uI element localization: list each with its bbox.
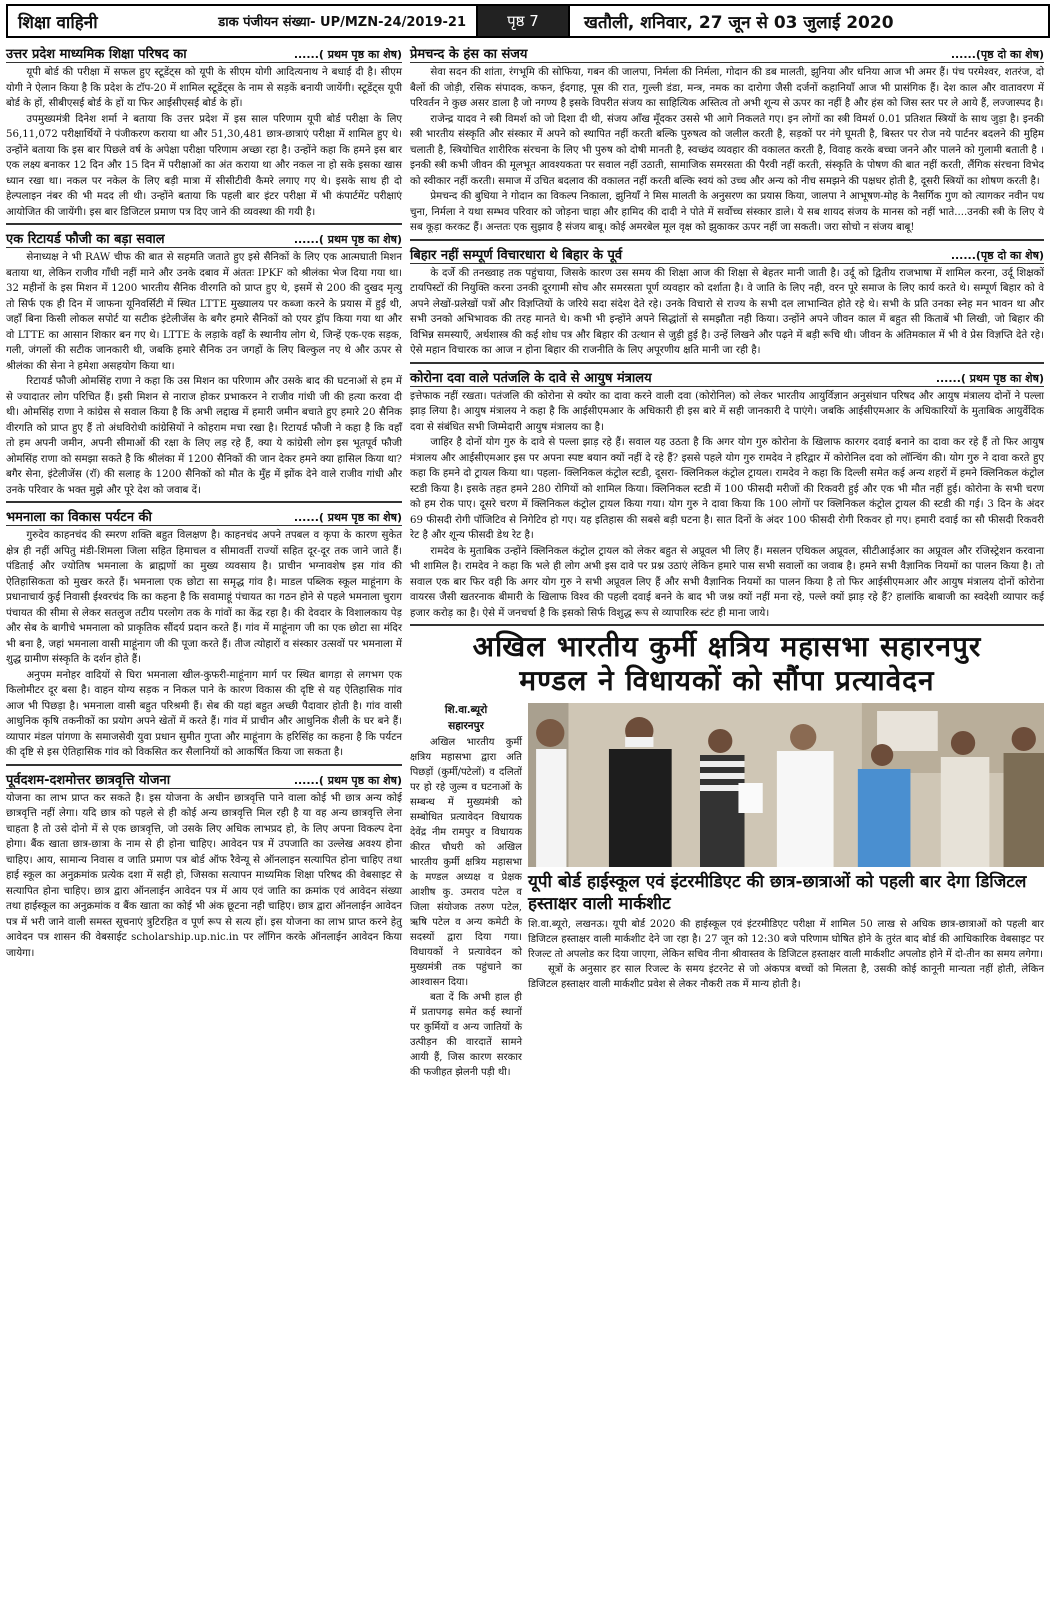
article-upboard <box>6 44 402 225</box>
continued-label: ......( प्रथम पृष्ठ का शेष) <box>293 233 402 246</box>
article-paragraph: सेवा सदन की शांता, रंगभूमि की सोफिया, गबन की जालपा, निर्मला की निर्मला, गोदान की डब मालती, झुनिया और धनिया आज भी अमर हैं। पंच परमेश्वर, शतरंज, दो बैलों की जोड़ी, रसिक संपादक, कफन, ईदगाह, पूस की रात, गुल्ली डंडा, मन्त्र, नमक का दारोगा जैसी दर्जनों कहानियाँ आज भी प्रासंगिक हैं। देश काल और वातावरण में परिवर्तन ने कुछ असर डाला है जो नगण्य है इसके विपरीत संजय का साहित्यिक अस्तित्व तो अभी शून्य से ऊपर का नहीं है और हंस को जिस स्तर पर ले आये हैं, लज्जास्पद है। <box>410 67 1044 109</box>
article-paragraph: उपमुख्यमंत्री दिनेश शर्मा ने बताया कि उत्तर प्रदेश में इस साल परिणाम यूपी बोर्ड परीक्षा के लिए 56,11,072 परीक्षार्थियों ने पंजीकरण कराया था और 51,30,481 छात्र-छात्राएं परीक्षा में शामिल हुए थे। उन्होंने बताया कि इस बार पिछले वर्ष के अपेक्षा परीक्षा परिणाम अच्छा रहा है। उन्होंने कहा कि हमने इस बार एक लक्ष्य बनाकर 12 दिन और 15 दिन में परीक्षाओं का अंत कराया था और नकल ना हो सके इसका खास ध्यान रखा था। नकल पर नकेल के लिए बड़ी मात्रा में सीसीटीवी कैमरे लगाए गए थे। इसके साथ ही दो हेल्पलाइन नंबर की भी मदद ली थी। उन्होंने बताया कि पहली बार इंटर परीक्षा में भी कंपार्टमेंट परीक्षाएं आयोजित की जायेंगी। इस बार डिजिटल प्रमाण पत्र दिए जाने की व्यवस्था की गयी है। <box>6 113 402 218</box>
masthead <box>6 4 1050 38</box>
page-number: पृष्ठ 7 <box>478 6 568 36</box>
article-kurmi <box>410 703 522 1080</box>
postal-registration: डाक पंजीयन संख्या- UP/MZN-24/2019-21 <box>218 15 466 30</box>
article-paragraph: अखिल भारतीय कुर्मी क्षत्रिय महासभा द्वारा अति पिछड़ों (कुर्मी/पटेलों) व दलितों पर हो रहे जुल्म व घटनाओं के सम्बन्ध में मुख्यमंत्री को सम्बोधित प्रत्यावेदन विधायक देवेंद्र नीम रामपुर व विधायक कीरत चौधरी को अखिल भारतीय कुर्मी क्षत्रिय महासभा के मण्डल अध्यक्ष व प्रेक्षक आशीष कु. उमराव पटेल व जिला संयोजक तरुण पटेल, ऋषि पटेल व अन्य कमेटी के सदस्यों द्वारा दिया गया। विधायकों ने प्रत्यावेदन को मुख्यमंत्री तक पहुंचाने का आश्वासन दिया। <box>410 736 522 988</box>
news-photo <box>528 703 1044 867</box>
continued-label: ......( प्रथम पृष्ठ का शेष) <box>293 773 402 787</box>
article-paragraph: के दर्जे की तनख्वाह तक पहुंचाया, जिसके कारण उस समय की शिक्षा आज की शिक्षा से बेहतर मानी जाती है। उर्दू को द्वितीय राजभाषा में शामिल करना, उर्दू शिक्षकों टायपिस्टों की नियुक्ति करना उनकी दूरगामी सोच और समरसता पूर्ण व्यवहार को दर्शाता है। वे जाति के लिए नही, वरन पूरे समाज के लिए कार्य करते थे। सम्पूर्ण बिहार को वे अपने लेखों-प्रलेखों पत्रों और विज्ञप्तियों के जरिये सदा संदेश देते रहे। उनके विचारो से राज्य के सभी दल लाभान्वित होते रहे थे। सभी के प्रति उनका स्नेह मन भावन था और सभी उनको अभिभावक की तरह मानते थे। कभी भी इन्होंने अपने सिद्धांतों से समझौता नही किया। उन्होंने अपने जीवन काल में बहुत सी किताबें भी लिखी, जो बिहार की विभिन्न समस्याएँ, अर्थशास्त्र की कई शोध पत्र और बिहार की उत्थान से जुड़ी हुई है। उन्हें लिखने और पढ़ने में बड़ी रूचि थी। जीवन के अंतिमकाल में भी वे प्रेस विज्ञप्ति देते रहे। ऐसे महान विचारक का आज न होना बिहार की राजनीति के लिए अपूरणीय क्षति मानी जा रही है। <box>410 267 1044 356</box>
kurmi-headline: अखिल भारतीय कुर्मी क्षत्रिय महासभा सहारनपुर मण्डल ने विधायकों को सौंपा प्रत्यावेदन <box>472 630 982 697</box>
article-paragraph: गुरुदेव काहनचंद की स्मरण शक्ति बहुत विलक्षण है। काहनचंद अपने तपबल व कृपा के कारण सुकेत क्षेत्र ही नहीं अपितु मंडी-शिमला जिला सहित हिमाचल व सीमावर्ती राज्यों सहित दूर-दूर तक जाने जाते हैं। पंडिताई और ज्योतिष भमनाला के ब्राह्मणों का मुख्य व्यवसाय है। प्राचीन भग्नावशेष इस गांव की ऐतिहासिकता को मुखर करते हैं। भमनाला एक छोटा सा समृद्ध गांव है। माडल पब्लिक स्कूल माहूंनाग के प्रधानाचार्य कुई निवासी ईश्वरचंद कि का कहना है कि सवामाहूं पंचायत का गठन होने से पहले भमनाला चुराग पंचायत की सीमा से लेकर सतलुज तटीय परलोग तक के गांवों का केंद्र रहा है। की देवदार के विशालकाय पेड़ और सेब के बागीचे भमनाला को प्राकृतिक सौंदर्य प्रदान करते हैं। गांव में माहूंनाग जी का एक छोटा सा मंदिर भी बना है, जहां भमनाला वासी माहूंनाग जी की पूजा करते हैं। तीज त्योहारों व संस्कार उत्सवों पर भमनाला में शुद्ध ग्रामीण संस्कृति के दर्शन होते हैं। <box>6 530 402 665</box>
article-premchand <box>410 44 1044 241</box>
article-paragraph: शि.वा.ब्यूरो, लखनऊ। यूपी बोर्ड 2020 की हाईस्कूल एवं इंटरमीडिएट परीक्षा में शामिल 50 लाख से अधिक छात्र-छात्राओं को पहली बार डिजिटल हस्ताक्षर वाली मार्कशीट देने जा रहा है। 27 जून को 12:30 बजे परिणाम घोषित होने के तुरंत बाद बोर्ड की आधिकारिक वेबसाइट पर रिजल्ट तो अपलोड कर दिया जाएगा, लेकिन सचिव नीना श्रीवास्तव के डिजिटल हस्ताक्षर वाली मार्कशीट अपलोड होने में दो-तीन का समय लगेगा। <box>528 919 1044 961</box>
article-paragraph: सूत्रों के अनुसार हर साल रिजल्ट के समय इंटरनेट से जो अंकपत्र बच्चों को मिलता है, उसकी कोई कानूनी मान्यता नहीं होती, लेकिन डिजिटल हस्ताक्षर वाली मार्कशीट प्रवेश से लेकर नौकरी तक में मान्य होती है। <box>528 964 1044 991</box>
article-paragraph: बता दें कि अभी हाल ही में प्रतापगढ़ समेत कई स्थानों पर कुर्मियों व अन्य जातियों के उत्पीड़न की वारदातें सामने आयी हैं, जिस कारण सरकार की फजीहत झेलनी पड़ी थी। <box>410 991 522 1078</box>
article-title: उत्तर प्रदेश माध्यमिक शिक्षा परिषद का <box>6 47 187 62</box>
article-title: भमनाला का विकास पर्यटन की <box>6 510 152 525</box>
article-bhamnala <box>6 507 402 766</box>
article-paragraph: अनुपम मनोहर वादियों से घिरा भमनाला खील-कुफरी-माहूंनाग मार्ग पर स्थित बागड़ा से लगभग एक किलोमीटर दूर बसा है। वाहन योग्य सड़क न निकल पाने के कारण विकास की दृष्टि से यह ऐतिहासिक गांव आज भी पिछड़ा है। भमनाला वासी बहुत परिश्रमी हैं। सेब की यहां बहुत अच्छी पैदावार होती है। गांव वासी आधुनिक कृषि तकनीकों का प्रयोग अपने खेतों में करते हैं। गांव में प्राचीन और आधुनिक शैली के घर बने हैं। व्यापार मंडल पांगणा के समाजसेवी युवा प्रधान सुमीत गुप्ता और माहूंनाग के हरिसिंह का कहना है कि पर्यटन की दृष्टि से इस ऐतिहासिक गांव को विकसित कर सैलानियों को आकर्षित किया जा सकता है। <box>6 669 402 758</box>
newspaper-name: शिक्षा वाहिनी <box>18 12 98 33</box>
article-paragraph: योजना का लाभ प्राप्त कर सकते है। इस योजना के अधीन छात्रवृत्ति पाने वाला कोई भी छात्र अन्य कोई छात्रवृत्ति नहीं लेगा। यदि छात्र को पहले से ही कोई अन्य छात्रवृत्ति मिल रही है या वह अन्य छात्रवृत्ति लेना चाहता है तो उसे दोनो में से एक छात्रवृत्ति, जो उसके लिए अधिक लाभप्रद हो, के लिए अपना विकल्प देना होगा। बैंक खाता छात्र-छात्रा के नाम से ही होना चाहिए। आवेदन पत्र में उपजाति का उल्लेख अवश्य होना चाहिए। आय, सामान्य निवास व जाति प्रमाण पत्र बोर्ड ऑफ रैवेन्यू से ऑनलाइन सत्यापित होना चाहिए तथा हाई स्कूल का अनुक्रमांक प्रत्येक दशा में सही हो, जिसका सत्यापन माध्यमिक शिक्षा परिषद की वेबसाइट से सत्यापित होना चाहिए। छात्र द्वारा ऑनलाईन आवेदन पत्र में आय एवं जाति का क्रमांक एवं आवेदन संख्या तथा हाईस्कूल का अनुक्रमांक व बैंक खाता का कोई भी अंक छूटना नही चाहिए। छात्र द्वारा ऑनलाईन आवेदन पत्र में भरी जाने वाली समस्त सूचनाएं त्रुटिरहित व पूर्ण रूप से सत्य हों। इस योजना का लाभ प्राप्त करने हेतु आवेदन पत्र शासन की वेबसाईट scholarship.up.nic.in पर लॉगिन करके ऑनलाईन आवेदन किया जायेगा। <box>6 792 402 959</box>
continued-label: ......( प्रथम पृष्ठ का शेष) <box>293 48 402 61</box>
continued-label: ......(पृष्ठ दो का शेष) <box>950 48 1044 61</box>
article-paragraph: राजेन्द्र यादव ने स्त्री विमर्श को जो दिशा दी थी, संजय आँख मूँदकर उससे भी आगे निकलते गए। इन लोगों का स्त्री विमर्श 0.01 प्रतिशत स्त्रियों के साथ जुड़ा है। इनकी स्त्री भारतीय संस्कृति और संस्कार में अपने को स्थापित नहीं करती बल्कि पुरुषत्व को जलील करती है, सड़कों पर नंगे घूमती है, बिस्तर पर रोज नये पार्टनर बदलने की मुहिम चलाती है, स्त्रियोचित शारीरिक संरचना के लिए भी पुरुष को दोषी मानती है, स्वच्छंद व्यवहार की वकालत करती है, विवाह करके बच्चा जनने और पालने को गुलामी बताती है । इनकी स्त्री कभी जीवन की मूलभूत आवश्यकता पर सवाल नहीं उठाती, सामाजिक समरसता की पैरवी नहीं करती, संस्कृति के पोषण की बात नहीं करती, लैंगिक संरचना विभेद को स्वीकार नहीं करती। समाज में उचित बदलाव की वकालत नहीं करती बल्कि स्वयं को उच्च और अन्य को नीच समझने की पक्षधर होती है, दूसरी स्त्रियों का शोषण करती है। <box>410 113 1044 187</box>
article-paragraph: सेनाध्यक्ष ने भी RAW चीफ की बात से सहमति जताते हुए इसे सैनिकों के लिए एक आत्मघाती मिशन बताया था, लेकिन राजीव गाँधी नहीं माने और उनके दबाव में अंततः IPKF को श्रीलंका भेज दिया गया था। 32 महीनों के इस मिशन में 1200 भारतीय सैनिक वीरगति को प्राप्त हुए थे, इसमें से 200 की दुखद मृत्यु तो सिर्फ एक ही दिन में जाफना यूनिवर्सिटी में स्थित LTTE मुख्यालय पर कब्जा करने के प्रयास में हुई थी, जहाँ बिना किसी लोकल सपोर्ट या सटीक इंटेलीजेंस के बगैर हमारे सैनिकों को एयर ड्रॉप किया गया था और वो LTTE का आसान शिकार बन गए थे। LTTE के लड़ाके वहाँ के स्थानीय लोग थे, जिन्हें एक-एक सड़क, गली, जंगलों की सटीक जानकारी थी, जबकि हमारे सैनिक उन जगहों के लिए बिल्कुल नए थे और ऊपर से श्रीलंका की सेना ने हमेशा असहयोग किया था। <box>6 252 402 372</box>
article-paragraph: इत्तेफाक नहीं रखता। पतंजलि की कोरोना से क्योर का दावा करने वाली दवा (कोरोनिल) को लेकर भारतीय आयुर्विज्ञान अनुसंधान परिषद और आयुष मंत्रालय दोनों ने पल्ला झाड़ लिया है। आयुष मंत्रालय ने कहा है कि आईसीएमआर के अधिकारी ही इस बारे में सही जानकारी दे पाएंगे। जबकि आईसीएमआर के अधिकारियों के मुताबिक आयुर्वेदिक दवा से संबंधित सभी जिम्मेदारी आयुष मंत्रालय का है। <box>410 390 1044 433</box>
board-headline: यूपी बोर्ड हाईस्कूल एवं इंटरमीडिएट की छात्र-छात्राओं को पहली बार देगा डिजिटल हस्ताक्षर वाली मार्कशीट <box>528 872 1027 915</box>
article-title: एक रिटायर्ड फौजी का बड़ा सवाल <box>6 232 165 247</box>
dateline-city: सहारनपुर <box>448 719 484 732</box>
issue-date: खतौली, शनिवार, 27 जून से 03 जुलाई 2020 <box>568 6 1048 36</box>
article-corona <box>410 368 1044 627</box>
article-title: प्रेमचन्द के हंस का संजय <box>410 47 528 62</box>
article-paragraph: प्रेमचन्द की बुधिया ने गोदान का विकल्प निकाला, झुनियाँ ने मिस मालती के अनुसरण का प्रयास किया, जालपा ने आभूषण-मोह के नैसर्गिक गुण को त्यागकर नवीन पथ चुना, निर्मला ने यथा सम्भव परिवार को जोड़ना चाहा और हामिद की दादी ने पोते में सर्वोच्च संस्कार डाले। ये सब शायद संजय के मानस को नहीं भाते....उनकी स्त्री के लिए ये सब कूड़ा करकट हैं। अन्ततः एक सुझाव है संजय बाबू। कोई अमरबेल मूल वृक्ष को झुकाकर ऊपर नहीं जा सकती। जरा सोचो न संजय बाबू! <box>410 191 1044 233</box>
continued-label: ......(पृष्ठ दो का शेष) <box>950 248 1044 262</box>
article-board <box>528 871 1044 992</box>
continued-label: ......( प्रथम पृष्ठ का शेष) <box>293 511 402 524</box>
left-column <box>6 44 402 1080</box>
article-fauji <box>6 229 402 503</box>
photo-illustration <box>528 703 1044 867</box>
dateline: शि.वा.ब्यूरो <box>444 704 488 717</box>
right-column <box>410 44 1044 1080</box>
continued-label: ......( प्रथम पृष्ठ का शेष) <box>935 371 1044 385</box>
article-paragraph: रामदेव के मुताबिक उन्होंने क्लिनिकल कंट्रोल ट्रायल को लेकर बहुत से अप्रूवल भी लिए हैं। मसलन एथिकल अप्रूवल, सीटीआईआर का अप्रूवल और रजिस्ट्रेशन करवाना भी शामिल है। रामदेव ने कहा कि भले ही लोग अभी इस दावे पर प्रश्न उठाएं लेकिन हमारे पास सभी सवालों का जवाब है। हमने सभी वैज्ञानिक नियमों का पालन किया है। तो सवाल एक बार फिर वही कि अगर योग गुरु ने सभी अप्रूवल लिए हैं और सभी वैज्ञानिक नियमों का पालन किया है तो फिर आईसीएमआर और आयुष मंत्रालय दोनों कोरोना वायरस जैसी खतरनाक बीमारी के खिलाफ विश्व की पहली दवाई बनने के बाद भी जश्न क्यों नहीं मना रहे, पल्ले क्यों झाड़ रहे हैं? हालांकि बाबाजी का स्वदेशी व्यापार कई हजार करोड़ का है। ऐसे में जनचर्चा है कि इसको सिर्फ विशुद्ध रूप से व्यापारिक स्टंट ही माना जाये। <box>410 545 1044 619</box>
article-title: कोरोना दवा वाले पतंजलि के दावे से आयुष मंत्रालय <box>410 370 652 386</box>
article-paragraph: रिटायर्ड फौजी ओमसिंह राणा ने कहा कि उस मिशन का परिणाम और उसके बाद की घटनाओं से हम में से ज्यादातर लोग परिचित हैं। इसी मिशन से नाराज होकर प्रभाकरन ने राजीव गांधी जी की हत्या करवा दी थी। ओमसिंह राणा ने कांग्रेस से सवाल किया है कि अभी लद्दाख में हमारी जमीन बचाते हुए हमारे 20 सैनिक वीरगति को प्राप्त हुए हैं तो अंधविरोधी कांग्रेसियों ने कोहराम मचा रखा है। रिटायर्ड फौजी ने कहा है कि वहाँ तो हम अपनी जमीन, अपनी सीमाओं की रक्षा के लिए लड़ रहे हैं, क्या ये कांग्रेसी लोग इस भूतपूर्व फौजी ओमसिंह राणा को समझा सकते है कि श्रीलंका में 1200 सैनिकों की जान देकर हमने क्या हासिल किया था? बगैर सेना, इंटेलीजेंस (रॉ) की सलाह के 1200 सैनिकों को मौत के मुँह में झोंक देने वाले राजीव गांधी और उनके परिवार के भक्त मुझे और पूरे देश को जवाब दें। <box>6 376 402 496</box>
article-paragraph: यूपी बोर्ड की परीक्षा में सफल हुए स्टूडेंट्स को यूपी के सीएम योगी आदित्यनाथ ने बधाई दी है। सीएम योगी ने ऐलान किया है कि प्रदेश के टॉप-20 में शामिल स्टूडेंट्स के नाम से सड़कें बनायी जायेंगी। स्टूडेंट्स यूपी बोर्ड के हों, सीबीएसई बोर्ड के हों या फिर आईसीएसई बोर्ड के हों। <box>6 67 402 109</box>
article-paragraph: जाहिर है दोनों योग गुरु के दावे से पल्ला झाड़ रहे हैं। सवाल यह उठता है कि अगर योग गुरु कोरोना के खिलाफ कारगर दवाई बनाने का दावा कर रहे हैं तो फिर आयुष मंत्रालय और आईसीएमआर इस पर अपना स्पष्ट बयान क्यों नहीं दे रहे हैं? इससे पहले योग गुरु रामदेव ने हरिद्वार में कोरोनिल दवा को लॉन्चिंग की। योग गुरु ने दावा करते हुए कहा कि हमने दो ट्रायल किया था। पहला- क्लिनिकल कंट्रोल स्टडी, दूसरा- क्लिनिकल कंट्रोल ट्रायल। रामदेव ने कहा कि दिल्ली समेत कई अन्य शहरों में हमने क्लिनिकल कंट्रोल स्टडी किया है। इसके तहत हमने 280 रोगियों को शामिल किया। क्लिनिकल स्टडी में 100 फीसदी मरीजों की रिकवरी हुई और एक भी मौत नहीं हुई। कोरोना के सभी चरण को हम रोक पाए। दूसरे चरण में क्लिनिकल कंट्रोल ट्रायल किया गया। योग गुरु ने दावा किया कि 100 लोगों पर क्लिनिकल कंट्रोल ट्रायल की स्टडी की गई। 3 दिन के अंदर 69 फीसदी रोगी पॉजिटिव से निगेटिव हो गए। यह इतिहास की सबसे बड़ी घटना है। सात दिनों के अंदर 100 फीसदी रोगी रिकवर हो गए। हमारी दवाई का सौ फीसदी रिकवरी रेट है और शून्य फीसदी डेथ रेट है। <box>410 437 1044 541</box>
article-bihar <box>410 245 1044 364</box>
article-title: पूर्वदशम-दशमोत्तर छात्रवृत्ति योजना <box>6 772 171 788</box>
article-title: बिहार नहीं सम्पूर्ण विचारधारा थे बिहार के पूर्व <box>410 247 623 263</box>
article-scholarship <box>6 770 402 965</box>
